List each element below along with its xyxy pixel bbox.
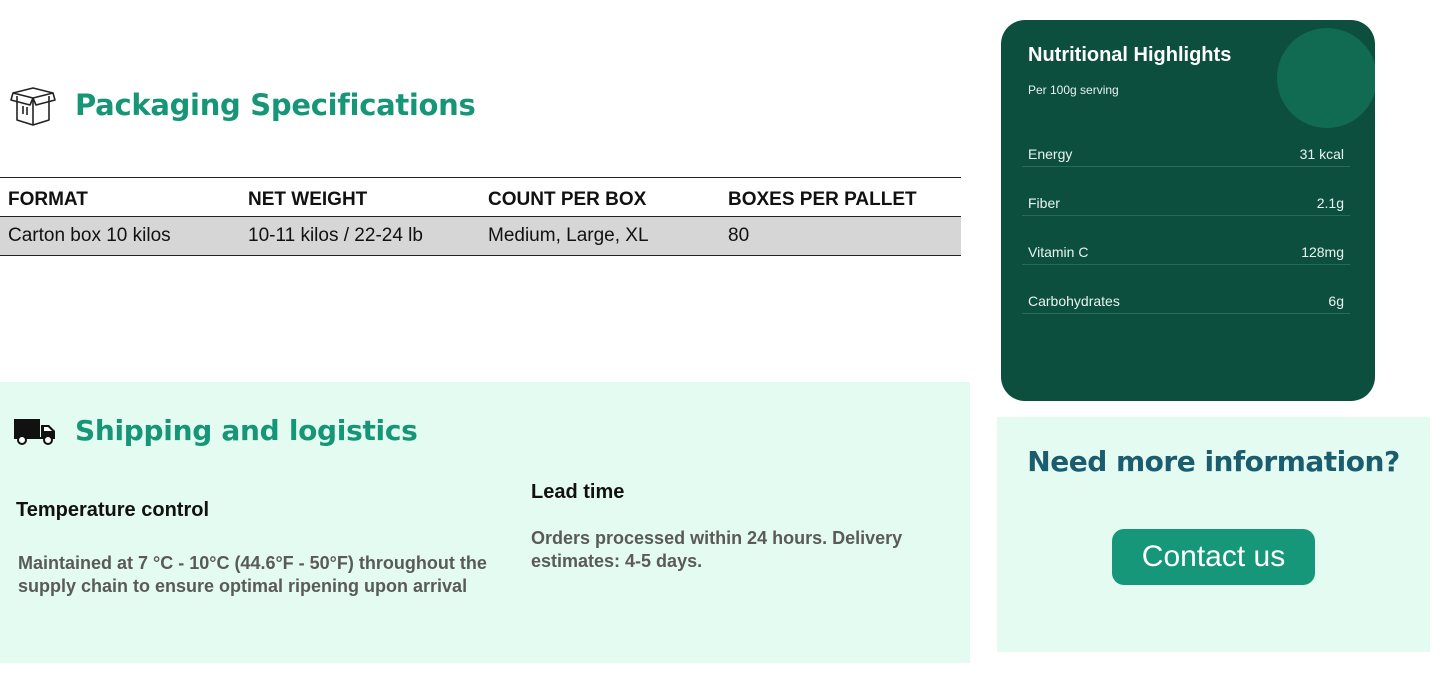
cell-net-weight: 10-11 kilos / 22-24 lb [240,217,480,256]
column-header-net-weight: NET WEIGHT [240,178,480,217]
contact-us-button[interactable]: Contact us [1112,529,1315,585]
nutrition-value: 31 kcal [1299,146,1344,162]
nutrition-label: Vitamin C [1028,244,1089,260]
table-row [0,217,961,256]
cell-boxes-per-pallet: 80 [720,217,961,256]
shipping-title: Shipping and logistics [75,414,418,447]
nutrition-title: Nutritional Highlights [1028,44,1232,66]
info-card [997,417,1430,652]
nutrition-row-fiber [1022,167,1350,216]
column-header-count-per-box: COUNT PER BOX [480,178,720,217]
column-header-format: FORMAT [0,178,240,217]
packaging-title: Packaging Specifications [75,88,476,122]
nutrition-row-carbohydrates [1022,265,1350,314]
box-icon [10,84,56,126]
nutrition-card [1001,20,1375,401]
nutrition-row-vitamin-c [1022,216,1350,265]
table-header-row [0,178,961,217]
lead-time-text: Orders processed within 24 hours. Delivery estimates: 4-5 days. [531,528,903,571]
nutrition-subtitle: Per 100g serving [1028,83,1119,97]
truck-icon [13,417,57,445]
nutrition-value: 6g [1328,293,1344,309]
lead-time-title: Lead time [531,481,625,503]
packaging-table [0,177,961,256]
cell-count-per-box: Medium, Large, XL [480,217,720,256]
temperature-control-title: Temperature control [16,499,209,521]
nutrition-value: 2.1g [1316,195,1344,211]
nutrition-value: 128mg [1301,244,1344,260]
shipping-header [13,414,418,447]
nutrition-row-energy [1022,140,1350,167]
decorative-circle [1277,28,1375,128]
shipping-section [0,382,970,663]
column-header-boxes-per-pallet: BOXES PER PALLET [720,178,961,217]
temperature-control-text: Maintained at 7 °C - 10°C (44.6°F - 50°F) throughout the supply chain to ensure optimal ripening upon arrival [18,553,487,596]
nutrition-list [1022,140,1350,314]
info-title: Need more information? [1027,445,1400,478]
nutrition-label: Energy [1028,146,1073,162]
nutrition-label: Carbohydrates [1028,293,1120,309]
nutrition-label: Fiber [1028,195,1060,211]
cell-format: Carton box 10 kilos [0,217,240,256]
packaging-header [10,84,476,126]
